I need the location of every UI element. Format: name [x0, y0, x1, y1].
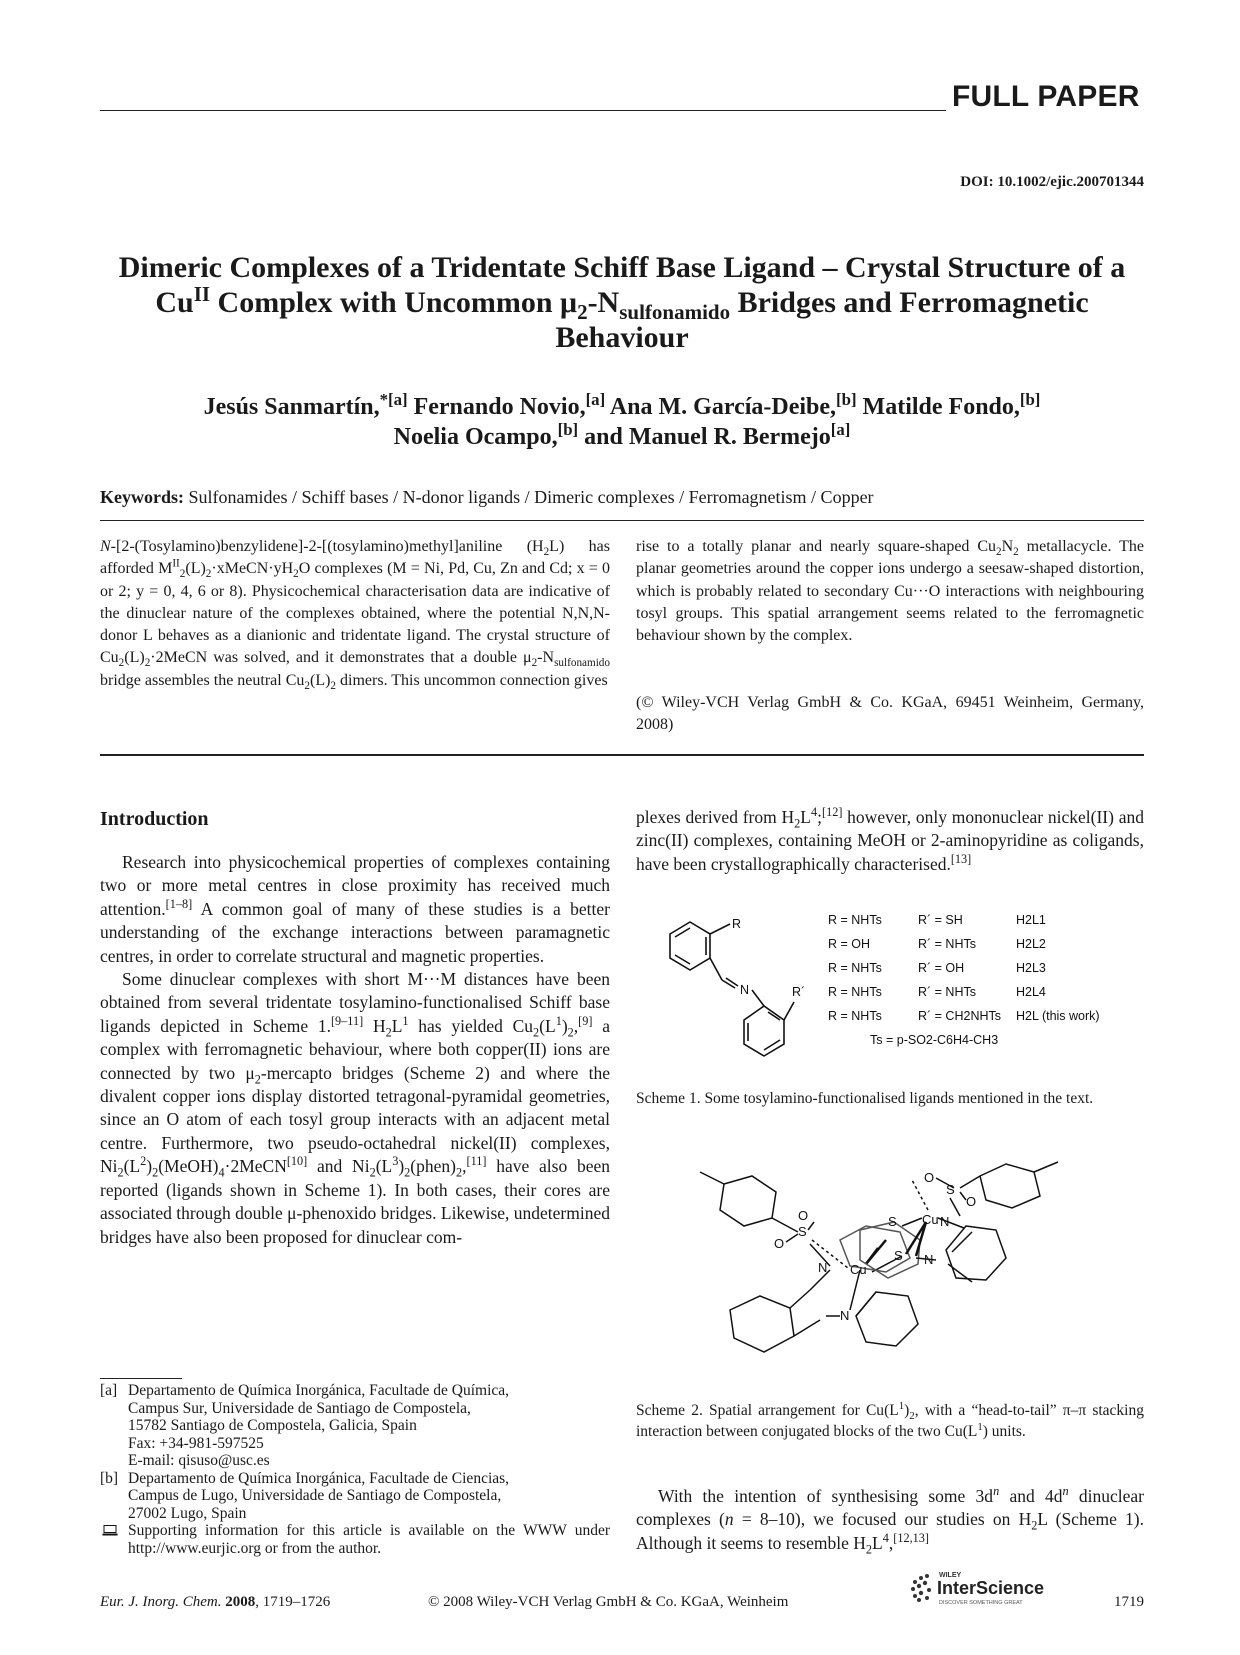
- section-label: FULL PAPER: [952, 80, 1140, 113]
- intro-left-column: [100, 851, 610, 1249]
- interscience-logo: [905, 1568, 1075, 1610]
- atom-label: O: [798, 1208, 809, 1223]
- paper-title: Dimeric Complexes of a Tridentate Schiff Base Ligand – Crystal Structure of a $Cu^{II}$ Complex with Uncommon $\mu_2-N_{sulfonamido}$ Bridges and Ferromagnetic Behaviour: [118, 251, 1126, 354]
- footer-citation: Eur. J. Inorg. Chem. 2008, 1719–1726: [100, 1594, 331, 1610]
- atom-label: N: [840, 1308, 850, 1323]
- footer-copyright: © 2008 Wiley-VCH Verlag GmbH & Co. KGaA, Weinheim: [428, 1594, 789, 1610]
- page-number: 1719: [1114, 1594, 1144, 1610]
- author-name: Fernando Novio,: [407, 394, 586, 420]
- ts-definition: Ts = p-SO2-C6H4-CH3: [870, 1033, 999, 1047]
- abstract-left: N-[2-(Tosylamino)benzylidene]-2-[(tosylamino)methyl]aniline $(H_2L)$ has afforded $M^{II}_2(L)_2\cdot xMeCN\cdot yH_2O$ complexes (M = Ni, Pd, Cu, Zn and Cd; x = 0 or 2; y = 0, 4, 6 or 8). Physicochemical characterisation data are indicative of the dinuclear nature of the complexes obtained, where the potential N,N,N-donor L behaves as a dianionic and tridentate ligand. The crystal structure of $Cu_2(L)_2\cdot 2MeCN$ was solved, and it demonstrates that a double $\mu_2-N_{sulfonamido}$ bridge assembles the neutral $Cu_2(L)_2$ dimers. This uncommon connection gives: [100, 538, 611, 692]
- row-r: R = NHTs: [828, 913, 882, 927]
- keywords-text: Sulfonamides / Schiff bases / N-donor ligands / Dimeric complexes / Ferromagnetism / Copper: [184, 487, 874, 507]
- author-affiliation: [a]: [830, 420, 851, 439]
- ligand-table: [828, 913, 1100, 1047]
- supporting-info-note: Supporting information for this article is available on the WWW under http://www.eurjic.org or from the author.: [100, 1522, 610, 1557]
- scheme-2-figure: [690, 1160, 1090, 1375]
- intro-right-column-top: [636, 806, 1144, 876]
- row-ligand: H2L2: [1016, 937, 1046, 951]
- keywords: [100, 487, 874, 508]
- row-r: R = NHTs: [828, 985, 882, 999]
- computer-icon: [102, 1525, 118, 1536]
- author-name: Jesús Sanmartín,: [203, 394, 380, 420]
- affiliation-b: [b] Departamento de Química Inorgánica, Facultade de Ciencias, Campus de Lugo, Universidade de Santiago de Compostela, 27002 Lugo, Spain: [100, 1469, 510, 1522]
- author-name: Noelia Ocampo,: [393, 424, 558, 450]
- molecule-structure: [700, 1162, 1058, 1352]
- row-rp: R´ = NHTs: [918, 985, 976, 999]
- atom-label: O: [966, 1194, 977, 1209]
- author-affiliation: *[a]: [379, 390, 408, 409]
- atom-label: Cu: [850, 1262, 867, 1277]
- section-heading: Introduction: [100, 808, 209, 830]
- header-rule: [100, 110, 946, 111]
- scheme-1-figure: [660, 910, 1130, 1070]
- author-affiliation: [a]: [585, 390, 606, 409]
- keywords-rule: [100, 520, 1144, 521]
- author-affiliation: [b]: [836, 390, 857, 409]
- atom-label: O: [774, 1236, 785, 1251]
- author-name: Ana M. García-Deibe,: [605, 394, 837, 420]
- atom-label: Cu: [922, 1212, 939, 1227]
- affiliation-a: [a] Departamento de Química Inorgánica, Facultade de Química, Campus Sur, Universidade de Santiago de Compostela, 15782 Santiago de Compostela, Galicia, Spain Fax: +34-981-597525 E-mail: qisuso@usc.es: [100, 1382, 510, 1469]
- author-name: Matilde Fondo,: [856, 394, 1020, 420]
- author-affiliation: [b]: [557, 420, 579, 439]
- intro-right-column-bottom: [636, 1485, 1144, 1555]
- atom-label: S: [798, 1224, 807, 1239]
- row-rp: R´ = SH: [918, 913, 963, 927]
- svg-text:WILEY: WILEY: [939, 1572, 962, 1579]
- atom-label: N: [940, 1214, 950, 1229]
- atom-label: S: [894, 1248, 903, 1263]
- svg-text:DISCOVER SOMETHING GREAT: DISCOVER SOMETHING GREAT: [939, 1600, 1023, 1606]
- paragraph: plexes derived from $H_2L^4;[12]$ however, only mononuclear nickel(II) and zinc(II) complexes, containing MeOH or 2-aminopyridine as coligands, have been crystallographically characterised.[13]: [636, 805, 1144, 874]
- row-ligand: H2L3: [1016, 961, 1046, 975]
- author-list: [100, 392, 1144, 452]
- author-name: and Manuel R. Bermejo: [578, 424, 831, 450]
- svg-text:InterScience: InterScience: [937, 1578, 1045, 1598]
- row-r: R = OH: [828, 937, 871, 951]
- scheme-1-caption: Scheme 1. Some tosylamino-functionalised ligands mentioned in the text.: [636, 1090, 1094, 1107]
- author-affiliation: [b]: [1019, 390, 1041, 409]
- paragraph: With the intention of synthesising some $3d^n$ and $4d^n$ dinuclear complexes (n = 8–10), we focused our studies on $H_2L$ (Scheme 1). Although it seems to resemble $H_2L^4,[12,13]$: [636, 1484, 1145, 1557]
- footnotes: [100, 1382, 610, 1557]
- abstract-rule: [100, 754, 1144, 756]
- paragraph: Some dinuclear complexes with short M···M distances have been obtained from several tridentate tosylamino-functionalised Schiff base ligands depicted in Scheme 1.[9–11] $H_2L^1$ has yielded $Cu_2(L^1)_2,[9]$ a complex with ferromagnetic behaviour, where both copper(II) ions are connected by two $\mu_2$-mercapto bridges (Scheme 2) and where the divalent copper ions display distorted tetragonal-pyramidal geometries, since an O atom of each tosyl group interacts with an adjacent metal centre. Furthermore, two pseudo-octahedral nickel(II) complexes, $Ni_2(L^2)_2(MeOH)_4\cdot 2MeCN[10]$ and $Ni_2(L^3)_2(phen)_2,[11]$ have also been reported (ligands shown in Scheme 1). In both cases, their cores are associated through double μ-phenoxido bridges. Likewise, undetermined bridges have also been proposed for dinuclear com-: [100, 969, 610, 1247]
- keywords-label: Keywords:: [100, 487, 184, 507]
- row-ligand: H2L4: [1016, 985, 1046, 999]
- scheme-2-caption: Scheme 2. Spatial arrangement for $Cu(L^1)_2$, with a “head-to-tail” π–π stacking interaction between conjugated blocks of the two $Cu(L^1)$ units.: [636, 1399, 1144, 1440]
- row-ligand: H2L (this work): [1016, 1009, 1100, 1023]
- atom-label: S: [946, 1182, 955, 1197]
- row-r: R = NHTs: [828, 961, 882, 975]
- row-rp: R´ = OH: [918, 961, 965, 975]
- abstract-copyright: (© Wiley-VCH Verlag GmbH & Co. KGaA, 69451 Weinheim, Germany, 2008): [636, 694, 1144, 734]
- atom-label: N: [924, 1252, 934, 1267]
- atom-label: N: [818, 1260, 828, 1275]
- row-r: R = NHTs: [828, 1009, 882, 1023]
- doi: DOI: 10.1002/ejic.200701344: [960, 174, 1144, 190]
- ligand-skeleton: [670, 922, 794, 1056]
- label-R: R: [732, 917, 742, 931]
- atom-label: O: [924, 1170, 935, 1185]
- atom-label: S: [888, 1214, 897, 1229]
- label-N: N: [740, 983, 750, 997]
- atom-labels: [774, 1170, 976, 1323]
- row-rp: R´ = CH2NHTs: [918, 1009, 1001, 1023]
- row-rp: R´ = NHTs: [918, 937, 976, 951]
- abstract-right: rise to a totally planar and nearly square-shaped $Cu_2N_2$ metallacycle. The planar geometries around the copper ions undergo a seesaw-shaped distortion, which is probably related to secondary Cu···O interactions with neighbouring tosyl groups. This spatial arrangement seems related to the ferromagnetic behaviour shown by the complex.: [636, 538, 1144, 645]
- label-R-prime: R´: [792, 985, 806, 999]
- footnote-rule: [100, 1378, 182, 1379]
- row-ligand: H2L1: [1016, 913, 1046, 927]
- paragraph: Research into physicochemical properties of complexes containing two or more metal centres in close proximity has received much attention.[1–8] A common goal of many of these studies is a better understanding of the exchange interactions between paramagnetic centres, in order to correlate structural and magnetic properties.: [100, 852, 610, 966]
